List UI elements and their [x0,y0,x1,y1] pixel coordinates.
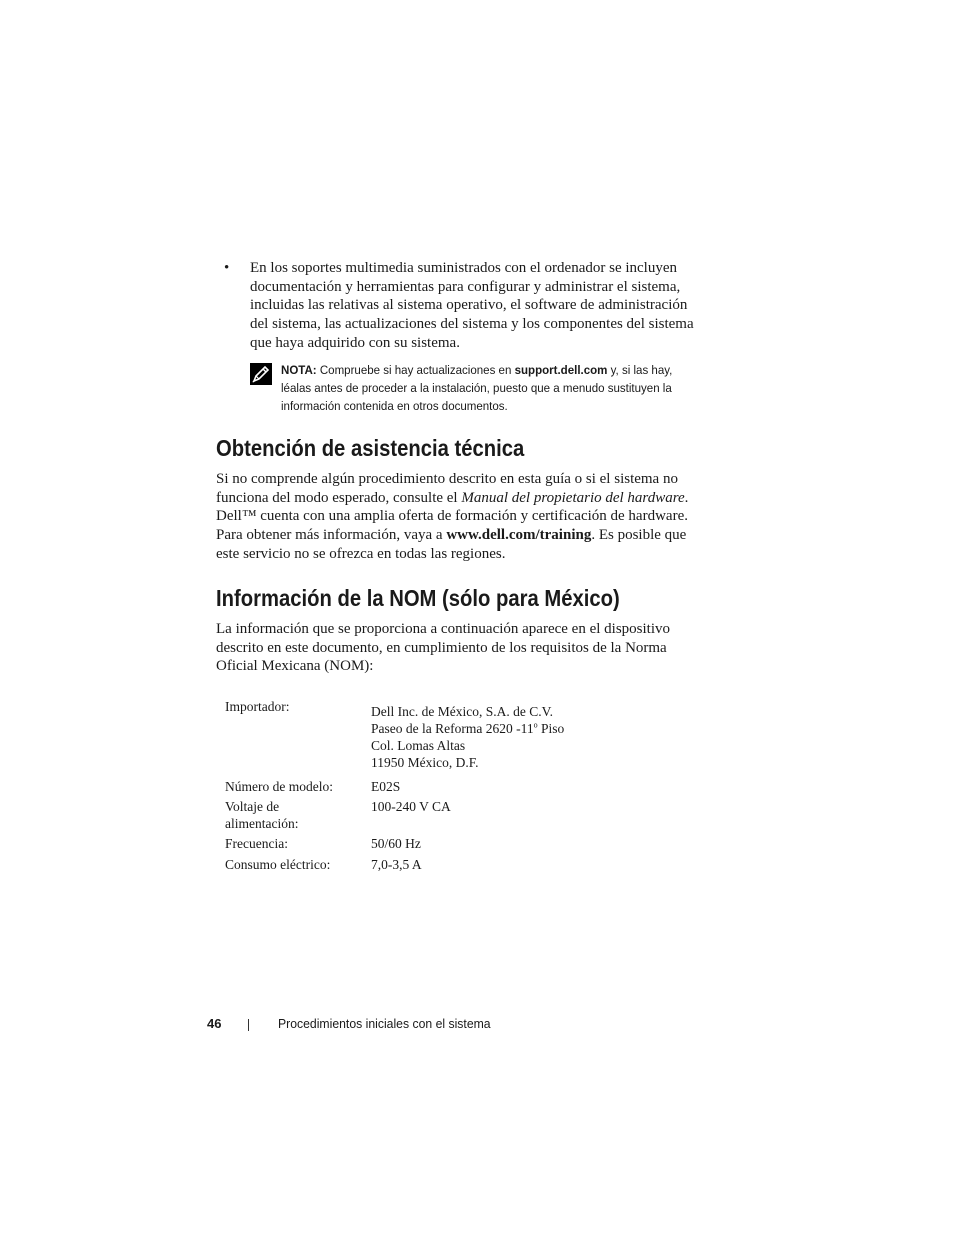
note-box [250,361,720,415]
bullet-line: En los soportes multimedia suministrados con el ordenador se incluyen [250,260,678,276]
note-line: NOTA: Compruebe si hay actualizaciones en support.dell.com y, si las hay, [281,363,673,377]
spec-value-frecuencia: 50/60 Hz [371,836,421,851]
spec-value-importador: Paseo de la Reforma 2620 -11$^o$ Piso [371,720,565,736]
bullet-line: documentación y herramientas para configurar y administrar el sistema, [250,278,681,295]
bullet-line: que haya adquirido con su sistema. [250,334,460,351]
bullet-symbol: • [224,260,230,276]
manual-title: Manual del propietario del hardware [461,489,685,506]
spec-value-consumo: 7,0-3,5 A [371,857,422,872]
footer-title: Procedimientos iniciales con el sistema [278,1016,491,1031]
note-text [281,361,751,415]
bullet-line: del sistema, las actualizaciones del sistema y los componentes del sistema [250,316,694,333]
spec-value-modelo: E02S [371,779,401,794]
spec-value-importador: Dell Inc. de México, S.A. de C.V. [371,704,553,719]
section-heading-asistencia: Obtención de asistencia técnica [216,435,525,461]
spec-label-importador: Importador: [225,699,290,714]
note-line: léalas antes de proceder a la instalación, puesto que a menudo sustituyen la [281,381,672,395]
bullet-item [216,259,716,353]
support-link[interactable]: support.dell.com [514,363,608,377]
spec-label-voltaje: alimentación: [225,816,299,831]
footer-separator [248,1019,249,1031]
section-heading-nom: Información de la NOM (sólo para México) [216,585,620,611]
spec-value-importador: Col. Lomas Altas [371,738,466,753]
spec-value-importador: 11950 México, D.F. [371,755,479,770]
bullet-text [250,259,716,353]
pencil-note-icon [250,363,272,385]
bullet-line: incluidas las relativas al sistema operativo, el software de administración [250,297,688,314]
spec-value-voltaje: 100-240 V CA [371,799,451,814]
spec-label-voltaje: Voltaje de [225,799,280,814]
page-number: 46 [207,1016,222,1031]
training-link[interactable]: www.dell.com/training [446,527,592,544]
paragraph-asistencia: Si no comprende algún procedimiento descrito en esta guía o si el sistema no funciona del modo esperado, consulte el Manual del propietario del hardware. Dell™ cuenta con una amplia oferta de formación y certificación de hardware. Para obtener más información, vaya a www.dell.com/training. Es posible que este servicio no se ofrezca en todas las regiones. [216,471,689,562]
spec-label-consumo: Consumo eléctrico: [225,857,331,872]
spec-label-frecuencia: Frecuencia: [225,836,288,851]
spec-label-modelo: Número de modelo: [225,779,333,794]
paragraph-nom: La información que se proporciona a continuación aparece en el dispositivo descrito en este documento, en cumplimiento de los requisitos de la Norma Oficial Mexicana (NOM): [216,621,670,675]
note-label: NOTA: [281,363,317,377]
note-line: información contenida en otros documentos. [281,399,508,413]
